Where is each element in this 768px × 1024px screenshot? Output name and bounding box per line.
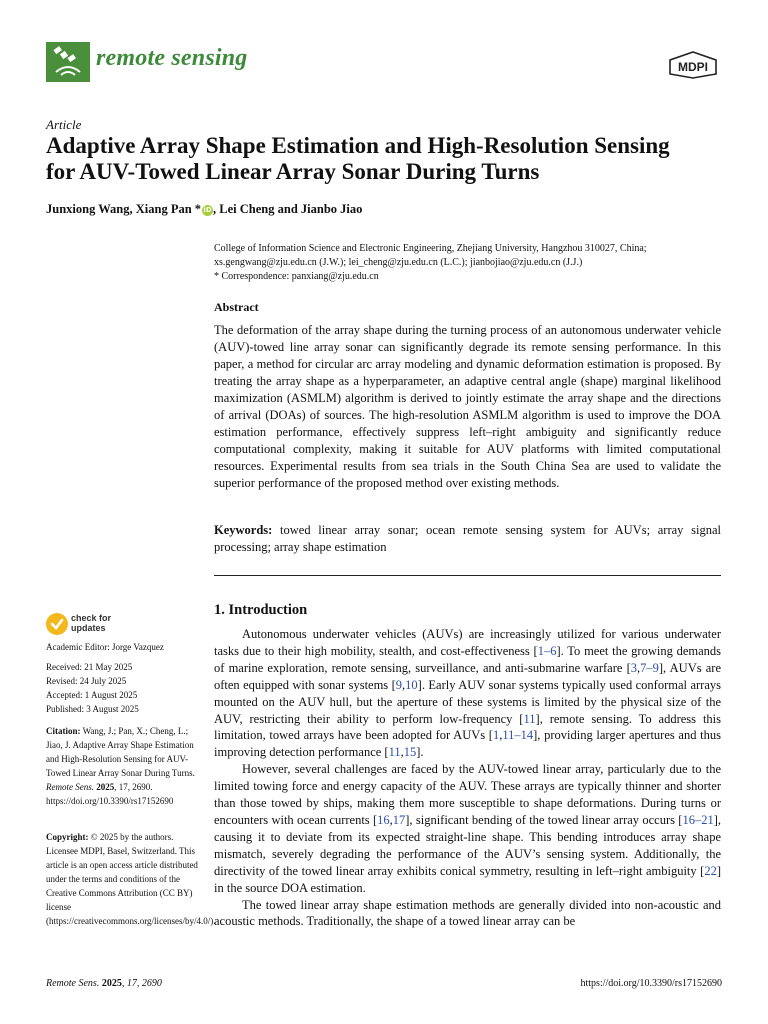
intro-text: , [389, 812, 393, 827]
footer-year: 2025 [101, 978, 122, 989]
footer-journal: Remote Sens. [46, 978, 100, 989]
intro-text: Autonomous underwater vehicles (AUVs) are increasingly utilized for various underwater tasks due to their high mobility, stealth, and cost-effectiveness [ [214, 627, 721, 658]
intro-text: ], providing larger apertures and thus improving detection performance [ [214, 728, 721, 760]
keywords [214, 522, 721, 556]
published-date: Published: 3 August 2025 [46, 704, 139, 714]
publication-dates [46, 660, 206, 716]
introduction-body [214, 626, 721, 930]
abstract-text: The deformation of the array shape during the turning process of an autonomous underwater vehicle (AUV)-towed line array sonar can significantly degrade its remote sensing performance. In this paper, a method for circular arc array modeling and dynamic deformation estimation is proposed. By treating the array shape as a hyperparameter, an adaptive central angle (shape) marginal likelihood maximization (ASMLM) algorithm is derived to jointly estimate the array shape and the directions of arrival (DOAs) of sources. The high-resolution ASMLM algorithm is used to improve the DOA estimation performance, effectively suppress left–right ambiguity and significantly reduce computational complexity, making it suitable for AUV platforms with limited computational resources. Experimental results from sea trials in the South China Sea are used to validate the superior performance of the proposed method over existing methods. [214, 323, 721, 490]
intro-text: ], AUVs are often equipped with sonar systems [ [214, 660, 722, 692]
citation-link[interactable]: 1 [492, 728, 500, 743]
intro-text: However, several challenges are faced by the AUV-towed linear array, particularly due to the limited towing force and energy capacity of the AUV. These arrays are typically thinner and shorter than those towed by ships, making them more susceptible to shape deformations. During turns or encounters with ocean currents [ [214, 762, 721, 827]
intro-text: , [499, 728, 503, 743]
authors-part-1: Junxiong Wang, Xiang Pan * [46, 202, 202, 216]
check-line-2: updates [71, 623, 106, 633]
title-line-2: for AUV-Towed Linear Array Sonar During Turns [46, 159, 540, 184]
intro-text: ], significant bending of the towed linear array occurs [ [405, 812, 683, 827]
section-divider [214, 575, 721, 576]
mdpi-logo [666, 50, 720, 80]
authors-part-2: , Lei Cheng and Jianbo Jiao [213, 202, 363, 216]
intro-paragraph-3 [214, 897, 721, 931]
check-updates-icon [46, 613, 68, 635]
intro-text: ] in the source DOA estimation. [214, 863, 721, 895]
intro-text: ]. To meet the growing demands of marine exploration, remote sensing, surveillance, and anti-submarine warfare [ [214, 643, 722, 675]
copyright-block [46, 830, 216, 928]
intro-paragraph-2 [214, 761, 721, 896]
keywords-text: towed linear array sonar; ocean remote sensing system for AUVs; array signal processing; array shape estimation [214, 523, 721, 554]
keywords-label: Keywords: [214, 523, 273, 537]
citation-label: Citation: [46, 726, 81, 736]
article-title [46, 133, 736, 185]
revised-date: Revised: 24 July 2025 [46, 676, 127, 686]
intro-text: , [637, 660, 641, 675]
check-for-updates-button[interactable] [46, 612, 166, 638]
citation-link[interactable]: 7–9 [640, 660, 659, 675]
footer-doi-link[interactable]: https://doi.org/10.3390/rs17152690 [580, 978, 722, 989]
citation-year: 2025 [96, 782, 115, 792]
intro-paragraph-1 [214, 626, 721, 761]
copyright-text: © 2025 by the authors. Licensee MDPI, Basel, Switzerland. This article is an open access article distributed under the terms and conditions of the Creative Commons Attribution (CC BY) license (https://creativecommons.org/licenses/by/4.0/). [46, 832, 216, 926]
intro-text: The towed linear array shape estimation methods are generally divided into non-acoustic and acoustic methods. Traditionally, the shape of a towed linear array can be [214, 897, 721, 929]
received-date: Received: 21 May 2025 [46, 662, 133, 672]
affiliation-line-1: College of Information Science and Electronic Engineering, Zhejiang University, Hangzhou 310027, China; [214, 243, 647, 254]
citation-text: Wang, J.; Pan, X.; Cheng, L.; Jiao, J. Adaptive Array Shape Estimation and High-Resolution Sensing for AUV-Towed Linear Array Sonar During Turns. [46, 726, 195, 778]
citation-rest[interactable]: , 17, 2690. https://doi.org/10.3390/rs17152690 [46, 782, 174, 806]
publisher-name: MDPI [678, 60, 708, 74]
intro-text: ]. [416, 745, 424, 760]
footer-volume: , 17, 2690 [121, 978, 162, 989]
citation-link[interactable]: 17 [392, 812, 406, 827]
orcid-icon[interactable]: iD [203, 206, 212, 214]
citation-link[interactable]: 16–21 [682, 812, 714, 827]
academic-editor: Academic Editor: Jorge Vazquez [46, 642, 164, 652]
introduction-heading: 1. Introduction [214, 602, 308, 618]
citation-link[interactable]: 11 [388, 745, 401, 760]
author-list [46, 202, 362, 217]
correspondence: * Correspondence: panxiang@zju.edu.cn [214, 271, 379, 282]
citation-journal: Remote Sens. [46, 782, 94, 792]
citation-link[interactable]: 1–6 [537, 643, 557, 658]
intro-text: , [400, 745, 404, 760]
citation-link[interactable]: 15 [403, 745, 417, 760]
citation-link[interactable]: 11–14 [502, 728, 534, 743]
citation-link[interactable]: 10 [405, 677, 418, 692]
intro-text: ]. Early AUV sonar systems typically used conformal arrays mounted on the AUV hull, but the aperture of these systems is limited by the physical size of the AUV, restricting their ability to perform low-frequency [ [214, 677, 721, 726]
footer-citation [46, 978, 162, 989]
affiliation-line-2: xs.gengwang@zju.edu.cn (J.W.); lei_cheng@zju.edu.cn (L.C.); jianbojiao@zju.edu.cn (J.J.) [214, 257, 583, 268]
citation-link[interactable]: 22 [704, 863, 717, 878]
copyright-label: Copyright: [46, 832, 89, 842]
accepted-date: Accepted: 1 August 2025 [46, 690, 138, 700]
citation-link[interactable]: 16 [377, 812, 390, 827]
journal-name: remote sensing [96, 45, 248, 71]
intro-text: ], causing it to deviate from its expected straight-line shape. This bending introduces array shape mismatch, severely degrading the performance of the AUV’s sensing system. Additionally, the directivity of the towed linear array exhibits conical symmetry, resulting in left–right ambiguity [ [214, 812, 721, 878]
affiliations [214, 242, 734, 284]
citation-block [46, 724, 202, 808]
citation-link[interactable]: 9 [395, 677, 403, 692]
abstract-heading: Abstract [214, 300, 259, 314]
journal-logo-icon [46, 42, 90, 82]
title-line-1: Adaptive Array Shape Estimation and High-Resolution Sensing [46, 133, 670, 158]
citation-link[interactable]: 3 [630, 660, 638, 675]
intro-text: , [402, 677, 406, 692]
intro-text: ], remote sensing. To address this limitation, towed arrays have been adopted for AUVs [ [214, 711, 722, 743]
citation-link[interactable]: 11 [523, 711, 536, 726]
check-line-1: check for [71, 613, 112, 623]
article-type: Article [46, 117, 82, 132]
